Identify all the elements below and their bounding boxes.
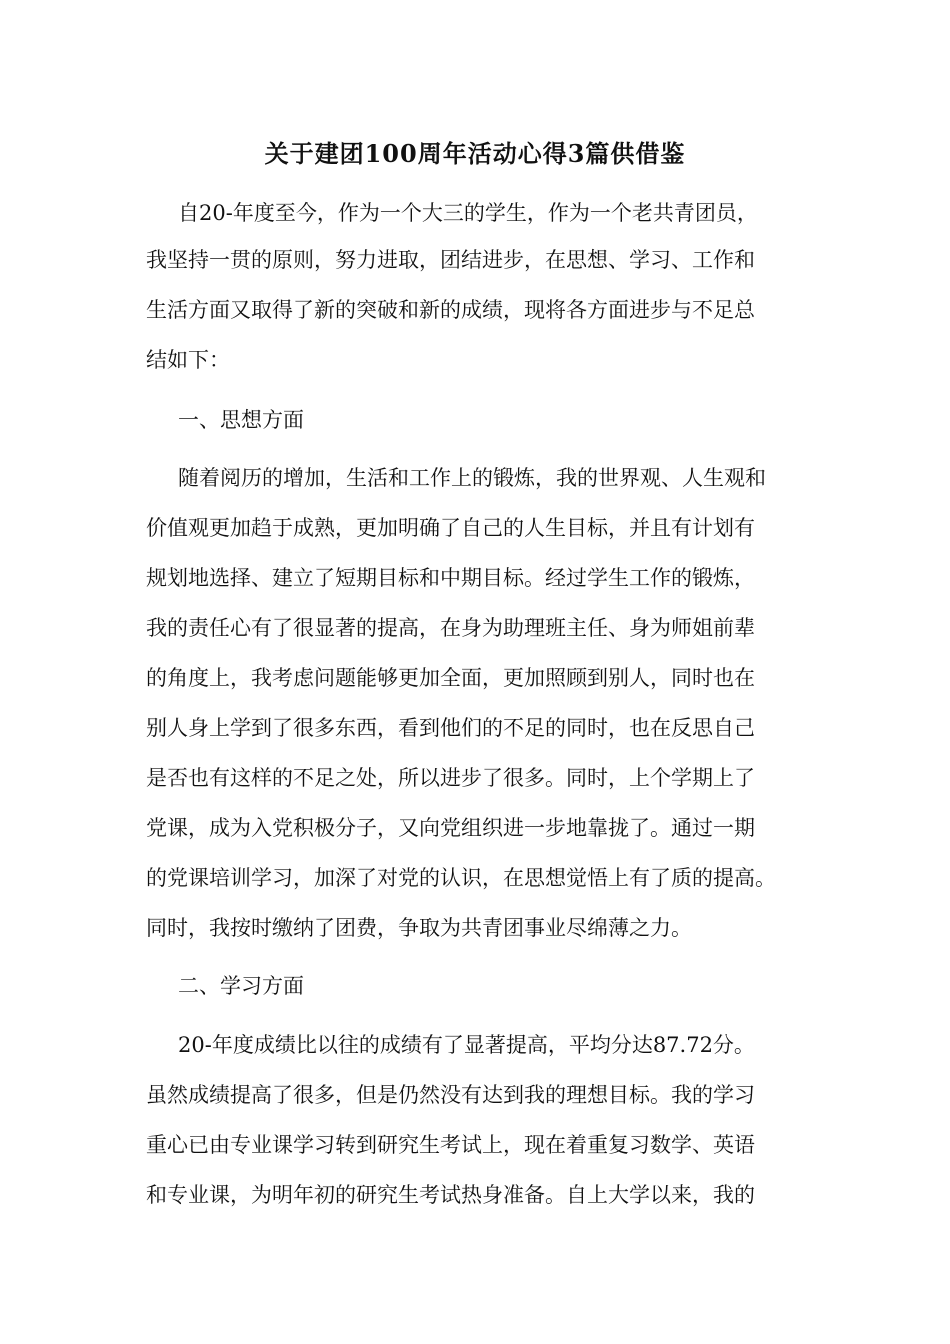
paragraph-line: 生活方面又取得了新的突破和新的成绩，现将各方面进步与不足总 [146,298,755,322]
paragraph-line: 的角度上，我考虑问题能够更加全面，更加照顾到别人，同时也在 [146,666,755,690]
paragraph-line: 别人身上学到了很多东西，看到他们的不足的同时，也在反思自己 [146,716,755,740]
paragraph-line: 党课，成为入党积极分子，又向党组织进一步地靠拢了。通过一期 [146,816,755,840]
paragraph-line: 和专业课，为明年初的研究生考试热身准备。自上大学以来，我的 [146,1183,755,1207]
paragraph-line: 是否也有这样的不足之处，所以进步了很多。同时，上个学期上了 [146,766,755,790]
paragraph-line: 规划地选择、建立了短期目标和中期目标。经过学生工作的锻炼， [146,566,755,590]
paragraph-line: 20-年度成绩比以往的成绩有了显著提高，平均分达87.72分。 [178,1033,755,1057]
section-heading: 二、学习方面 [178,974,304,998]
paragraph-line: 我坚持一贯的原则，努力进取，团结进步，在思想、学习、工作和 [146,248,755,272]
paragraph-line: 的党课培训学习，加深了对党的认识，在思想觉悟上有了质的提高。 [146,866,776,890]
paragraph-line: 虽然成绩提高了很多，但是仍然没有达到我的理想目标。我的学习 [146,1083,755,1107]
paragraph-line: 结如下： [146,348,230,372]
paragraph-line: 价值观更加趋于成熟，更加明确了自己的人生目标，并且有计划有 [146,516,755,540]
paragraph-line: 自20-年度至今，作为一个大三的学生，作为一个老共青团员， [178,201,758,225]
paragraph-line: 随着阅历的增加，生活和工作上的锻炼，我的世界观、人生观和 [178,466,766,490]
section-heading: 一、思想方面 [178,408,304,432]
paragraph-line: 重心已由专业课学习转到研究生考试上，现在着重复习数学、英语 [146,1133,755,1157]
paragraph-line: 同时，我按时缴纳了团费，争取为共青团事业尽绵薄之力。 [146,916,692,940]
paragraph-line: 我的责任心有了很显著的提高，在身为助理班主任、身为师姐前辈 [146,616,755,640]
document-title: 关于建团100周年活动心得3篇供借鉴 [264,139,686,168]
